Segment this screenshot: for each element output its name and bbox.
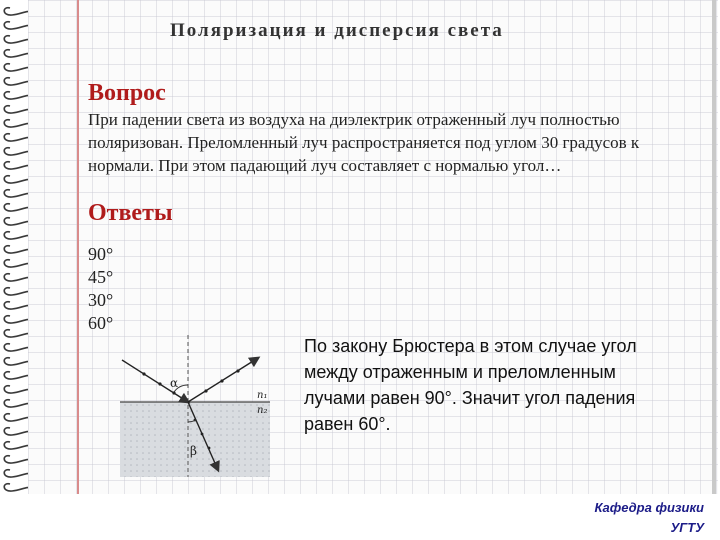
dielectric-texture xyxy=(120,402,270,477)
explanation-text: По закону Брюстера в этом случае угол между отраженным и преломленным лучами равен 90°. Значит угол падения равен 60°. xyxy=(304,336,637,434)
brewster-diagram xyxy=(110,330,285,480)
answer-option[interactable]: 90° xyxy=(88,244,114,264)
answer-option[interactable]: 45° xyxy=(88,267,114,287)
n1-label: n₁ xyxy=(257,390,268,401)
answer-option[interactable]: 60° xyxy=(88,313,114,333)
question-heading: Вопрос xyxy=(88,80,166,106)
answers-heading: Ответы xyxy=(88,200,173,226)
beta-label: β xyxy=(190,444,197,458)
answers-list xyxy=(88,243,113,335)
university-label: УГТУ xyxy=(670,520,704,535)
margin-line xyxy=(77,0,79,494)
department-label: Кафедра физики xyxy=(594,500,704,515)
slide-title: Поляризация и дисперсия света xyxy=(170,20,504,41)
question-text: При падении света из воздуха на диэлектрик отраженный луч полностью поляризован. Преломленный луч распространяется под углом 30 градусов к нормали. При этом падающий луч составляет с нормалью угол… xyxy=(88,110,640,175)
footer-credits xyxy=(584,498,704,538)
alpha-label: α xyxy=(170,376,179,390)
page-edge xyxy=(712,0,716,494)
n2-label: n₂ xyxy=(257,405,268,416)
answer-option[interactable]: 30° xyxy=(88,290,114,310)
